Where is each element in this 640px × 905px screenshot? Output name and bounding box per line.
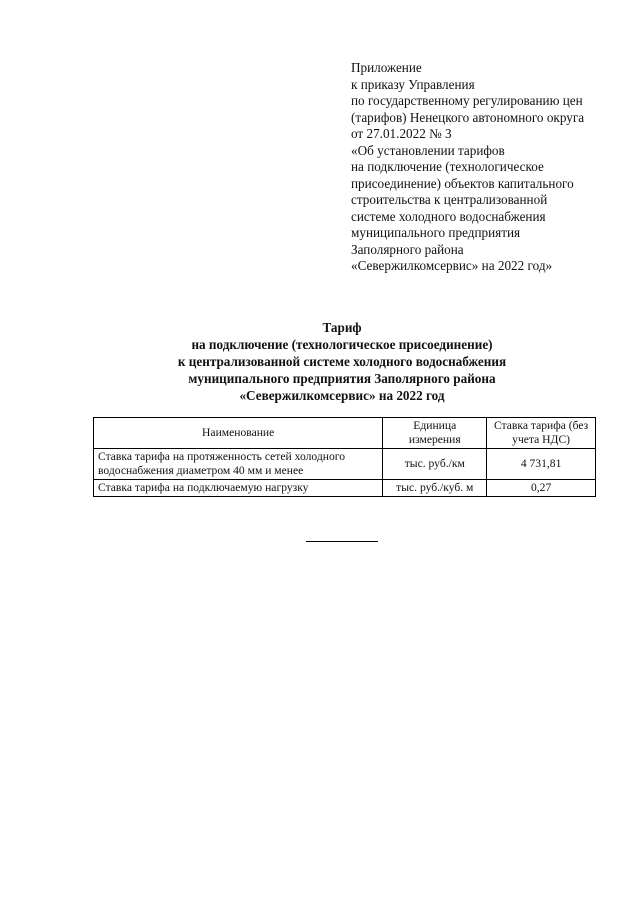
appendix-line: «Об установлении тарифов (351, 142, 505, 158)
row-unit: тыс. руб./куб. м (383, 480, 487, 497)
end-divider (306, 541, 378, 542)
document-title (0, 319, 640, 404)
appendix-line: системе холодного водоснабжения (351, 208, 546, 224)
appendix-line: (тарифов) Ненецкого автономного округа (351, 109, 585, 125)
row-rate: 0,27 (487, 480, 596, 497)
appendix-block (351, 60, 621, 275)
row-name: Ставка тарифа на протяженность сетей холодного водоснабжения диаметром 40 мм и менее (94, 449, 383, 480)
appendix-line: муниципального предприятия (351, 225, 521, 240)
row-unit: тыс. руб./км (383, 449, 487, 480)
title-line: муниципального предприятия Заполярного района (188, 371, 496, 386)
table-row (94, 480, 596, 497)
table-header-row (94, 418, 596, 449)
appendix-line: «Севержилкомсервис» на 2022 год» (351, 258, 553, 273)
header-name: Наименование (94, 418, 383, 449)
title-line: «Севержилкомсервис» на 2022 год (239, 388, 445, 403)
appendix-line: на подключение (технологическое (351, 159, 544, 174)
tariff-table (93, 417, 596, 497)
appendix-line: Заполярного района (351, 241, 464, 257)
title-line: на подключение (технологическое присоединение) (191, 337, 493, 352)
header-unit: Единица измерения (383, 418, 487, 449)
row-rate: 4 731,81 (487, 449, 596, 480)
appendix-line: Приложение (351, 60, 422, 75)
title-line: Тариф (322, 320, 362, 335)
table-row (94, 449, 596, 480)
appendix-line: к приказу Управления (351, 76, 475, 92)
title-line: к централизованной системе холодного водоснабжения (177, 354, 507, 369)
appendix-line: от 27.01.2022 № 3 (351, 126, 452, 141)
row-name: Ставка тарифа на подключаемую нагрузку (94, 480, 383, 497)
header-rate: Ставка тарифа (без учета НДС) (487, 418, 596, 449)
appendix-line: строительства к централизованной (351, 192, 548, 207)
appendix-line: присоединение) объектов капитального (351, 175, 574, 191)
appendix-line: по государственному регулированию цен (351, 93, 583, 108)
